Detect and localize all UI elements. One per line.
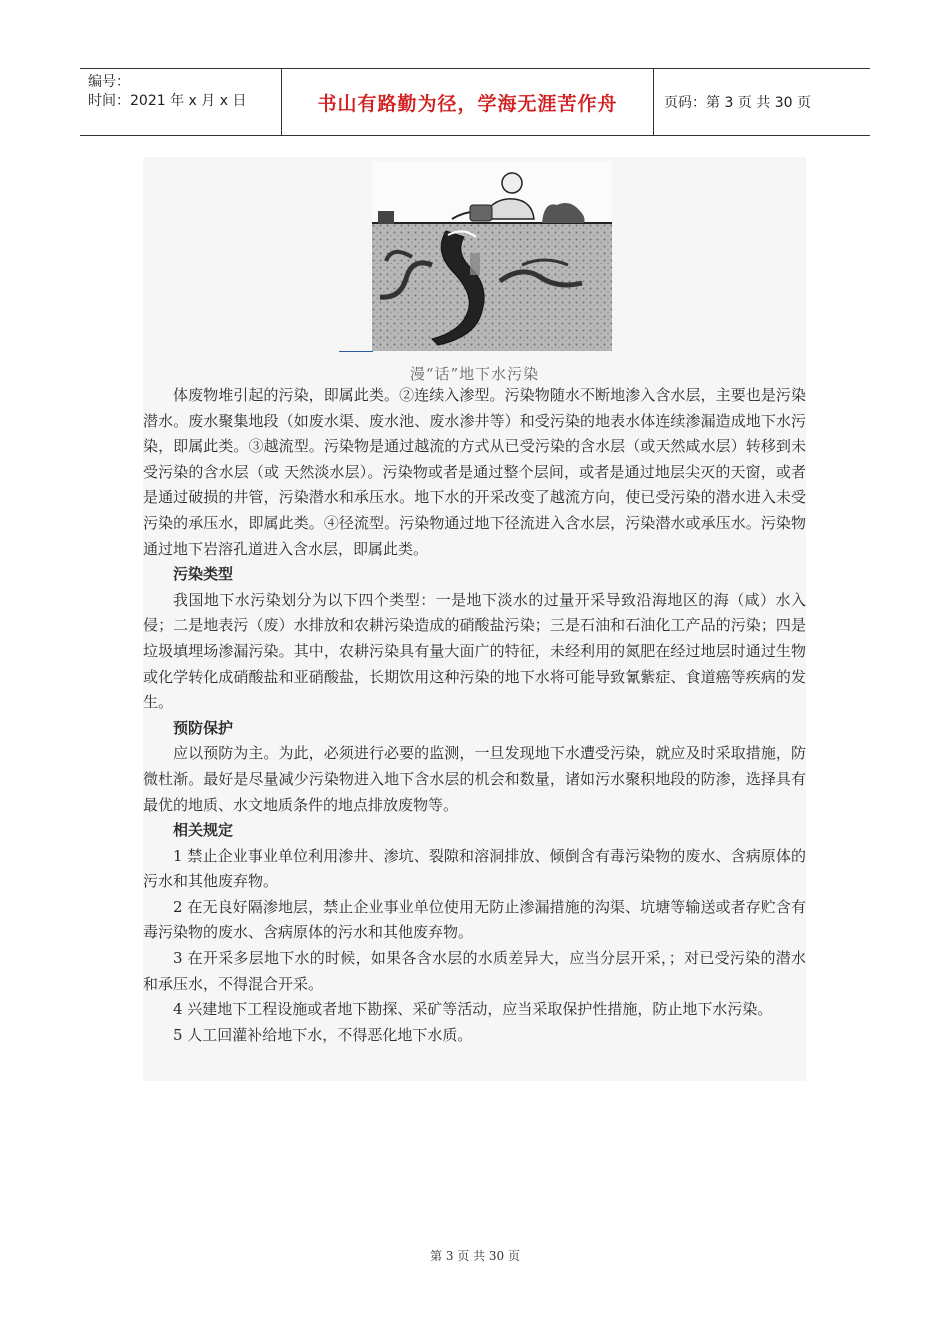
section-heading-regulations: 相关规定 — [173, 821, 234, 840]
paragraph: 体废物堆引起的污染，即属此类。②连续入渗型。污染物随水不断地渗入含水层，主要也是污染潜水。废水聚集地段（如废水渠、废水池、废水渗井等）和受污染的地表水体连续渗漏造成地下水污染，即属此类。③越流型。污染物是通过越流的方式从已受污染的含水层（或天然咸水层）转移到未受污染的含水层（或 天然淡水层）。污染物或者是通过整个层间，或者是通过地层尖灭的天窗，或者是通过破损的井管，污染潜水和承压水。地下水的开采改变了越流方向，使已受污染的潜水进入未受污染的承压水，即属此类。④径流型。污染物通过地下径流进入含水层，污染潜水或承压水。污染物通过地下岩溶孔道进入含水层，即属此类。 — [143, 386, 806, 558]
regulation-item: 3 在开采多层地下水的时候，如果各含水层的水质差异大，应当分层开采，；对已受污染的潜水和承压水，不得混合开采。 — [143, 949, 806, 993]
regulation-item: 4 兴建地下工程设施或者地下勘探、采矿等活动，应当采取保护性措施，防止地下水污染。 — [173, 1000, 773, 1019]
cartoon-illustration — [372, 161, 612, 351]
header-meta — [80, 69, 282, 135]
regulation-item: 1 禁止企业事业单位利用渗井、渗坑、裂隙和溶洞排放、倾倒含有毒污染物的废水、含病原体的污水和其他废弃物。 — [143, 846, 806, 891]
paragraph: 应以预防为主。为此，必须进行必要的监测，一旦发现地下水遭受污染，就应及时采取措施，防微杜渐。最好是尽量减少污染物进入地下含水层的机会和数量，诸如污水聚积地段的防渗，选择具有最优的地质、水文地质条件的地点排放废物等。 — [143, 744, 806, 814]
figure-link-underline — [339, 351, 373, 352]
page-footer: 第 3 页 共 30 页 — [430, 1249, 520, 1263]
article-body — [143, 383, 806, 1048]
pollution-cartoon-image — [372, 161, 612, 351]
header-page-info: 页码：第 3 页 共 30 页 — [664, 95, 811, 111]
article-content — [143, 157, 806, 1081]
section-heading-pollution-types: 污染类型 — [173, 565, 234, 584]
document-number: 编号： — [88, 74, 130, 90]
header-motto: 书山有路勤为径，学海无涯苦作舟 — [282, 69, 654, 135]
regulation-item: 2 在无良好隔渗地层，禁止企业事业单位使用无防止渗漏措施的沟渠、坑塘等输送或者存贮含有毒污染物的废水、含病原体的污水和其他废弃物。 — [143, 897, 806, 942]
page-header — [80, 68, 870, 136]
paragraph: 我国地下水污染划分为以下四个类型：一是地下淡水的过量开采导致沿海地区的海（咸）水入侵；二是地表污（废）水排放和农耕污染造成的硝酸盐污染；三是石油和石油化工产品的污染；四是垃圾填埋场渗漏污染。其中，农耕污染具有量大面广的特征，未经利用的氮肥在经过地层时通过生物或化学转化成硝酸盐和亚硝酸盐，长期饮用这种污染的地下水将可能导致氰紫症、食道癌等疾病的发生。 — [143, 590, 806, 712]
figure-caption: 漫“话”地下水污染 — [409, 365, 540, 383]
section-heading-prevention: 预防保护 — [173, 718, 234, 737]
regulation-item: 5 人工回灌补给地下水，不得恶化地下水质。 — [173, 1025, 473, 1044]
document-date: 时间：2021 年 x 月 x 日 — [88, 93, 247, 109]
